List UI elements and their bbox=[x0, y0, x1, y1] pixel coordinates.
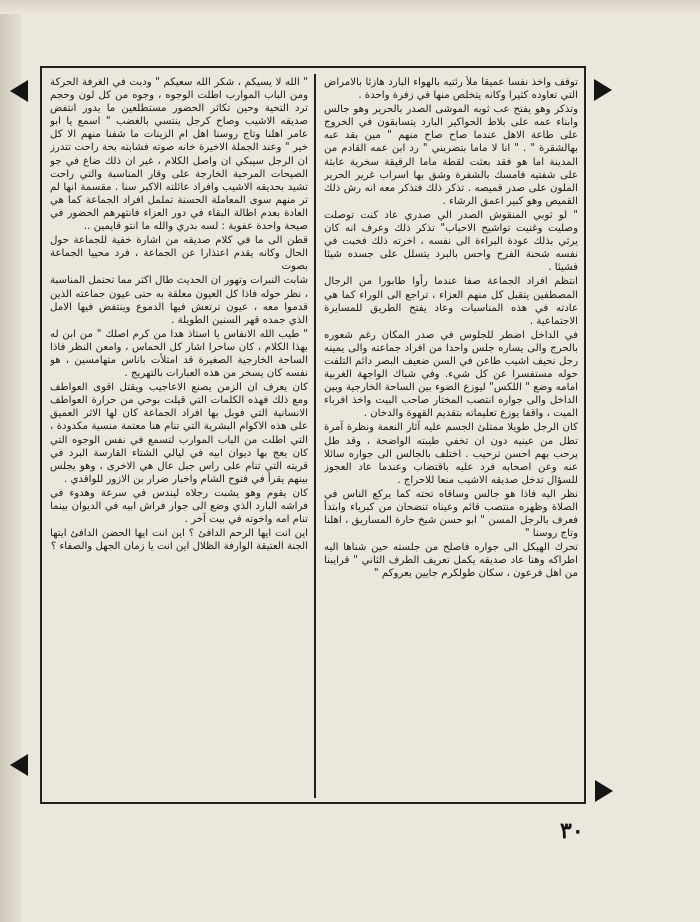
paragraph: في الداخل اضطر للجلوس في صدر المكان رغم شعوره بالحرج والى يساره جلس واحدا من افراد جماعته والى يمينه رجل نحيف اشيب طاعن في السن ضعيف البصر دائم التلفت حوله مستفسرا عن كل شيء. وفي شباك الواجهة الغربية امامه وضع " اللكس" ليوزع الضوء بين الساحة الخارجية وبين الداخل والى جواره انتصب المختار صاحب البيت واخذ افرباء الميت ، واقفا يوزع تعليماته بتقديم القهوة والدخان . bbox=[324, 329, 578, 420]
paragraph: شابت النبرات وتهور ان الحديث طال اكثر مما تحتمل المناسبة ، نظر حوله فاذا كل العيون معلقة به حتى عيون جماعته الذين قدموا معه ، عيون ترتعش فيها الدموع وينتفض فيها الامل الذي جمده قهر السنين الطويلة . bbox=[50, 275, 308, 326]
text-frame bbox=[40, 66, 586, 804]
paragraph: نظر اليه فاذا هو جالس وساقاه تحته كما يركع الناس في الصلاة وظهره منتصب قائم وعيناه تنضحان من كبرياء وابتدأ فعرف بالرجل المسن " ابو حسن شيخ حارة المساريق ، اهلنا وتاج روسنا " bbox=[324, 488, 578, 540]
paragraph: " الله لا يسيكم ، شكر الله سعيكم " ودبت في الغرفة الحركة ومن الباب الموارب اطلت الوجوه ، وجوه من كل لون وحجم ترد التحية وحين تكاثر الحضور مستطلعين ما يدور انتفض صديقه الاشيب وصاح كرجل ينتسي بالغضب " اسمع يا ابو عامر اهلنا وتاج روسنا اهل ام الزينات ما شفنا منهم الا كل خير " وعند الجملة الاخيرة خانه صوته فشابته بحة راحت تتدرز ان الرجل سيبكي ان واصل الكلام ، غير ان ذلك ضاع في جو الصيحات المرحبة الخارجة على وقار المناسبة والتي راحت تشيد بحديقه الاشيب وافراد عائلته الاكبر سنا . مقسمة انها لم تر منهم سوى المعاملة الحسنة تململ افراد الجماعة كما هي العادة بعدم اطالة البقاء في دور العزاء فانتهرهم الحضور في صيحة واحدة عفوية : لسه بدري والله ما انتو قايمين .. bbox=[50, 77, 308, 233]
paragraph: انتظم افراد الجماعة صفا عندما رأوا طابورا من الرجال المصطفين يتقبل كل منهم العزاء ، تراجع الى الوراء كما هي عادته في هذه المناسبات وعاد يفتح الطريق للمسايرة الاجتماعية . bbox=[324, 276, 578, 327]
right-arrow-top-icon bbox=[594, 79, 612, 101]
scan-edge-shadow bbox=[0, 0, 22, 922]
left-column bbox=[50, 76, 308, 796]
paragraph: اين انت ايها الرحم الدافئ ؟ اين انت ايها الحضن الدافئ ايتها الجنة العتيقة الوارفة الظلال اين انت يا زمان الجهل والصفاء ؟ bbox=[50, 528, 308, 553]
left-arrow-top-icon bbox=[10, 80, 28, 102]
right-arrow-bottom-icon bbox=[595, 780, 613, 802]
right-column bbox=[324, 76, 578, 796]
column-divider bbox=[314, 74, 316, 798]
paragraph: " لو ثوبي المنقوش الصدر الي صدري عاد كنت توصلت وصليت وغنيت تواشيح الاحباب" تذكر ذلك وعرف انه كان يرثي بذلك عودة البراءة الى نفسه ، اخرته ذلك فخبت في نفسه شحنة الفرح واحس بالبرد يتسلل على جسده شيئا فشيئا . bbox=[324, 209, 578, 274]
paragraph: تحرك الهيكل الى جواره فاصلح من جلسته حين شناها اليه اطراكه وهنا عاد صديقه يكمل تعريف الطرف الثاني " قرايبنا من اهل فرعون ، سكان طولكرم جايين يعروكم " bbox=[324, 542, 578, 580]
paragraph: قطن الى ما في كلام صديقه من اشارة خفية للجماعة حول الحال وكانه يقدم اعتذارا عن الجماعة ، فرد محييا الجماعة بصوت bbox=[50, 235, 308, 273]
page-number: ٣٠ bbox=[560, 818, 584, 844]
paragraph: وتذكر وهو يفتح عب ثوبه الموشى الصدر بالحرير وهو جالس وابناء عمه على بلاط الحواكير البارد يتسابقون في الخروج على طاعة الاهل عندما صاح صاح منهم " مين بقد عبه بهالشقرة " . " انا لا ماما بتضربني " رد ابن عمه القادم من المدينة اما هو فقد بعثت لقطة ماما الرقيقة سخرية عابثة على شفتيه فامسك بالشفرة وشق بها اسراب غرير الحرير الملون على صدر قميصه . تذكر ذلك فتذكر معه انه رش ذلك القميص وهو كبير اعمق الرشاء . bbox=[324, 104, 578, 207]
left-arrow-bottom-icon bbox=[10, 754, 28, 776]
paragraph: " طيب الله الانفاس يا استاذ هدا من كرم اصلك " من ابن له بهذا الكلام ، كان ساحرا اشار كل الحماس ، وامعن النظر فاذا الساحة الخارجية الصغيرة قد امتلأت باناس متهامسين ، هو نفسه كان يسخر من هذه العبارات بالتهريج . bbox=[50, 328, 308, 380]
paragraph: كان الرجل طويلا ممتلئ الجسم عليه آثار النعمة ونظرة آمرة تطل من عينيه دون ان تخفي طيبته الواضحة ، وقد طل يرحب بهم احسن ترحيب . اختلف بالجالس الى جواره سائلا عنه وعن اصحابه فرد عليه باقتضاب وعندما عاد العجوز للسؤال تدخل صديقه الاشيب منعا للاحراج . bbox=[324, 422, 578, 486]
paragraph: كان يقوم وهو يشبت رجلاه ليندس في سرعة وهدوء في فراشه البارد الذي وضع الى جوار فراش ابيه في الديوان بينما تنام امه واخوته في بيت آخر . bbox=[50, 487, 308, 526]
paragraph: كان يعرف ان الزمن يصنع الاعاجيب ويقتل اقوى العواطف ومع ذلك فهذه الكلمات التي قيلت بوحي من حرارة العواطف الانسانية التي فوبل بها افراد الجماعة كان لها الاثر العميق على هذه الاكوام البشرية التي تنام هنا معتمة منسية مكدودة ، التي اطلت من الباب الموارب لتسمع في نفس الوجوه التي كان يعج بها ديوان ابيه في ليالي الشتاء القارسة البرد في قريته التي تنام على راس جبل عال هي الاخرى ، وهو يجلس بينهم يقرأ في فتوح الشام واخبار ضرار بن الازور للواقدي . bbox=[50, 382, 308, 485]
paragraph: توقف واخذ نفسا عميقا ملأ رئتيه بالهواء البارد هازئا بالامراض التي تعاوده كثيرا وكانه يتخلص منها في زفرة واحدة . bbox=[324, 77, 578, 102]
scan-top-shadow bbox=[0, 0, 700, 14]
